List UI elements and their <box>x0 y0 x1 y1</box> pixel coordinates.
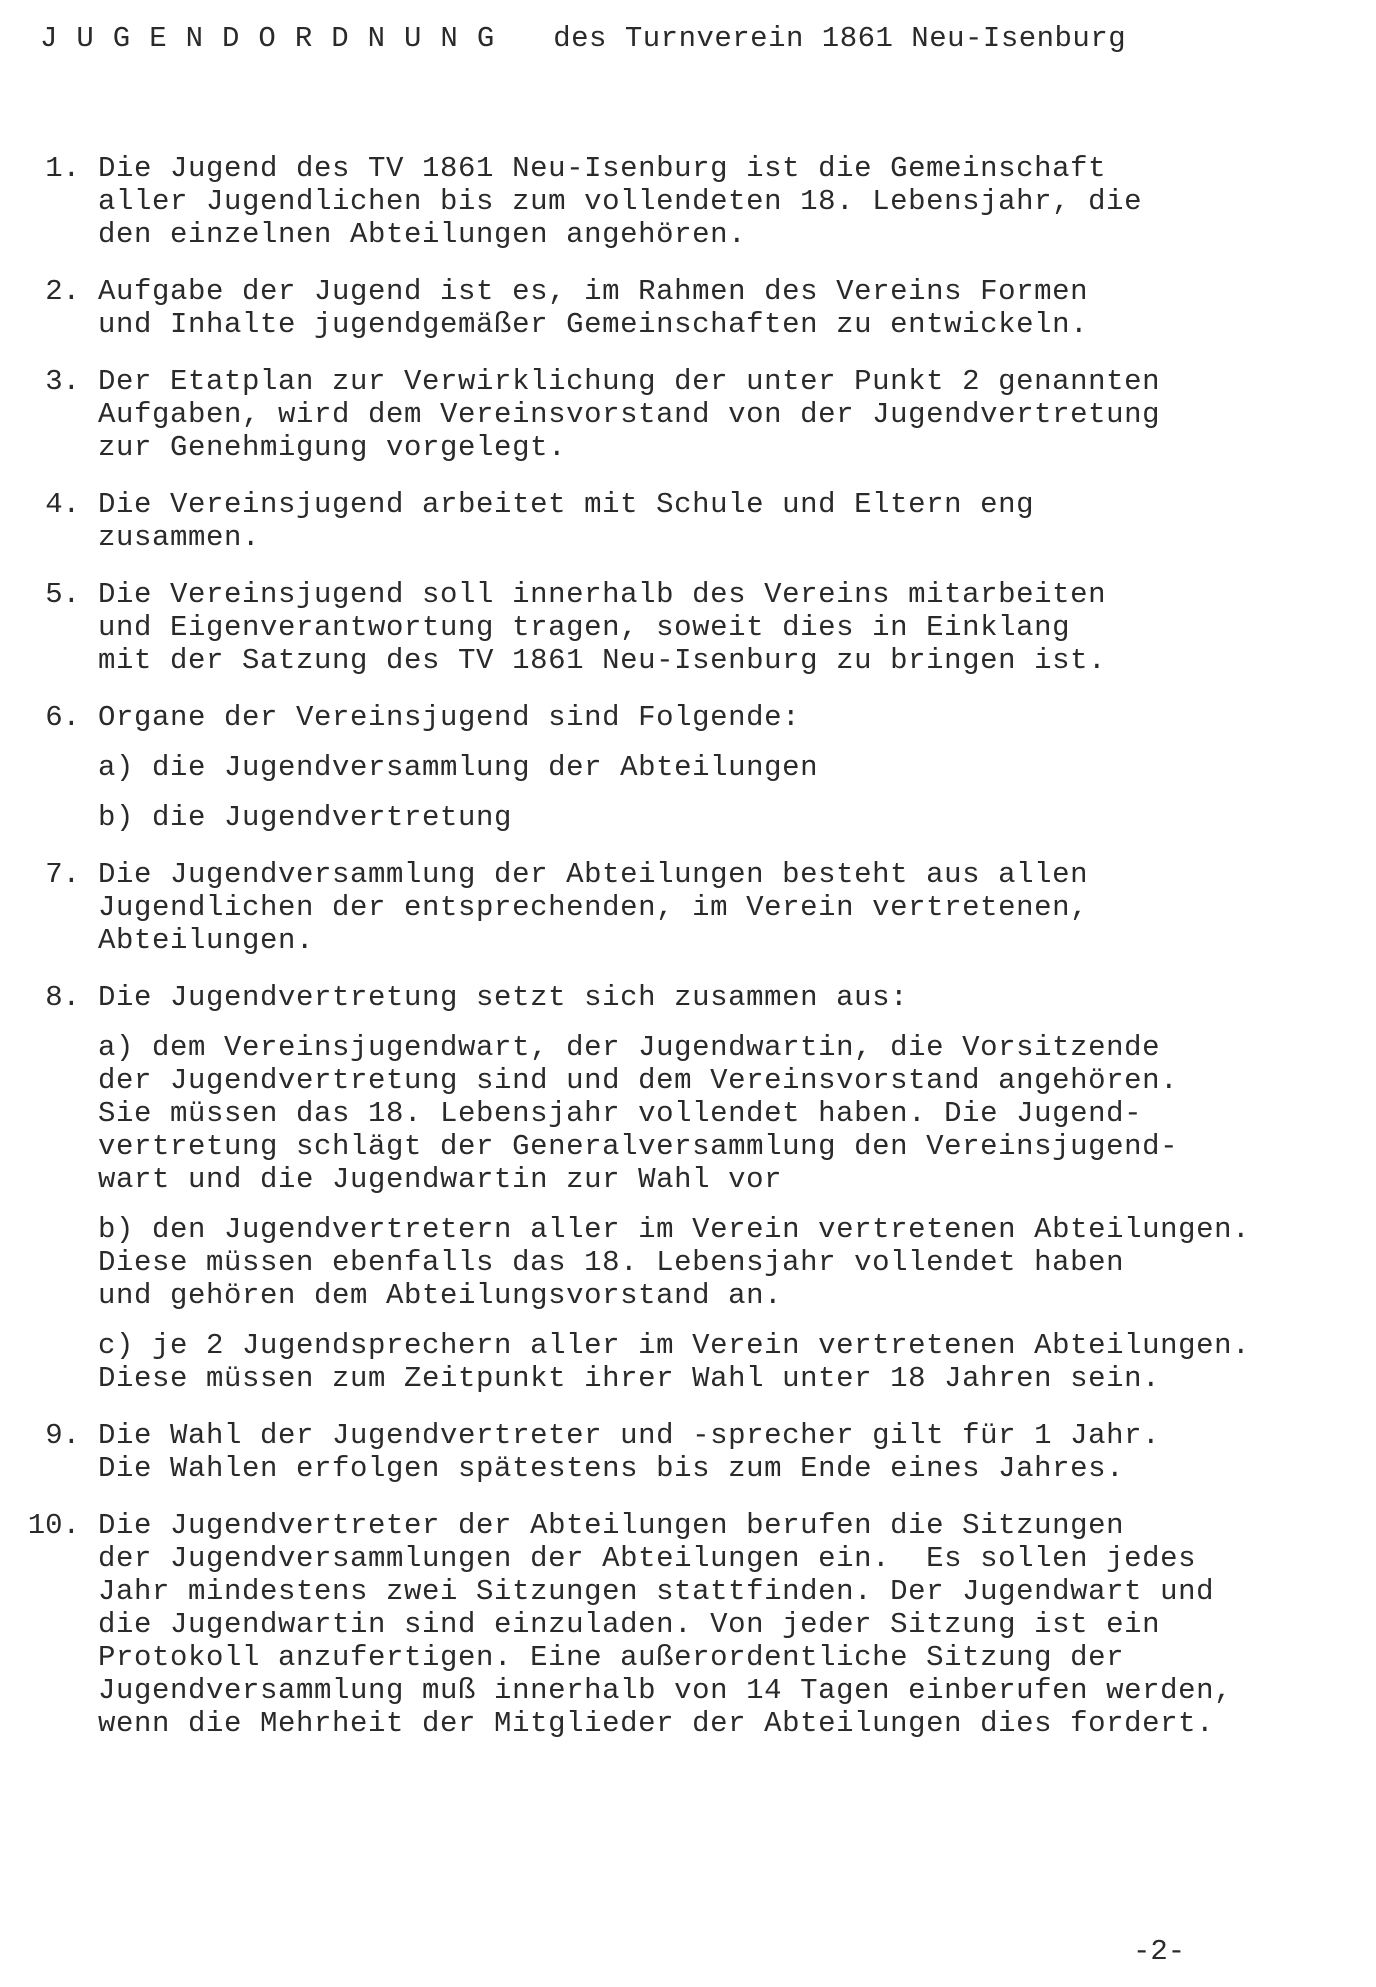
item-text: Der Etatplan zur Verwirklichung der unter Punkt 2 genannten Aufgaben, wird dem Vereinsvorstand von der Jugendvertretung zur Genehmigung vorgelegt. <box>98 365 1161 464</box>
regulation-item-10 <box>0 1509 1376 1740</box>
item-text: Die Jugendvertreter der Abteilungen berufen die Sitzungen der Jugendversammlungen der Abteilungen ein. Es sollen jedes Jahr mindestens zwei Sitzungen stattfinden. Der Jugendwart und die Jugendwartin sind einzuladen. Von jeder Sitzung ist ein Protokoll anzufertigen. Eine außerordentliche Sitzung der Jugendversammlung muß innerhalb von 14 Tagen einberufen werden, wenn die Mehrheit der Mitglieder der Abteilungen dies fordert. <box>98 1509 1233 1740</box>
document-title <box>40 22 1126 56</box>
regulation-item-6 <box>0 701 1376 834</box>
regulation-item-4 <box>0 488 1376 554</box>
item-text: Organe der Vereinsjugend sind Folgende: <box>98 701 801 734</box>
sub-item-b: b) die Jugendvertretung <box>98 801 513 834</box>
sub-item-b: b) den Jugendvertretern aller im Verein vertretenen Abteilungen. Diese müssen ebenfalls das 18. Lebensjahr vollendet haben und gehören dem Abteilungsvorstand an. <box>98 1213 1251 1312</box>
regulation-item-7 <box>0 858 1376 957</box>
regulation-item-2 <box>0 275 1376 341</box>
sub-item-a: a) die Jugendversammlung der Abteilungen <box>98 751 819 784</box>
item-number: 2. <box>45 275 80 308</box>
item-text: Die Jugendvertretung setzt sich zusammen aus: <box>98 981 909 1014</box>
regulation-item-3 <box>0 365 1376 464</box>
item-number: 6. <box>45 701 80 734</box>
page-number: -2- <box>1133 1935 1186 1968</box>
regulation-list <box>0 152 1376 1764</box>
item-number: 8. <box>45 981 80 1014</box>
sub-item-c: c) je 2 Jugendsprechern aller im Verein vertretenen Abteilungen. Diese müssen zum Zeitpunkt ihrer Wahl unter 18 Jahren sein. <box>98 1329 1251 1395</box>
title-subtitle: des Turnverein 1861 Neu-Isenburg <box>553 22 1127 55</box>
item-text: Die Vereinsjugend arbeitet mit Schule und Eltern eng zusammen. <box>98 488 1035 554</box>
item-number: 1. <box>45 152 80 185</box>
item-text: Die Vereinsjugend soll innerhalb des Vereins mitarbeiten und Eigenverantwortung tragen, soweit dies in Einklang mit der Satzung des TV 1861 Neu-Isenburg zu bringen ist. <box>98 578 1107 677</box>
item-number: 5. <box>45 578 80 611</box>
item-number: 9. <box>45 1419 80 1452</box>
item-text: Aufgabe der Jugend ist es, im Rahmen des Vereins Formen und Inhalte jugendgemäßer Gemeinschaften zu entwickeln. <box>98 275 1089 341</box>
regulation-item-5 <box>0 578 1376 677</box>
regulation-item-9 <box>0 1419 1376 1485</box>
item-text: Die Wahl der Jugendvertreter und -sprecher gilt für 1 Jahr. Die Wahlen erfolgen spätestens bis zum Ende eines Jahres. <box>98 1419 1161 1485</box>
item-text: Die Jugendversammlung der Abteilungen besteht aus allen Jugendlichen der entsprechenden, im Verein vertretenen, Abteilungen. <box>98 858 1089 957</box>
regulation-item-1 <box>0 152 1376 251</box>
item-number: 3. <box>45 365 80 398</box>
item-text: Die Jugend des TV 1861 Neu-Isenburg ist die Gemeinschaft aller Jugendlichen bis zum vollendeten 18. Lebensjahr, die den einzelnen Abteilungen angehören. <box>98 152 1143 251</box>
item-number: 10. <box>27 1509 80 1542</box>
title-main: JUGENDORDNUNG <box>40 22 514 55</box>
regulation-item-8 <box>0 981 1376 1395</box>
sub-item-a: a) dem Vereinsjugendwart, der Jugendwartin, die Vorsitzende der Jugendvertretung sind und dem Vereinsvorstand angehören. Sie müssen das 18. Lebensjahr vollendet haben. Die Jugend- vertretung schlägt der Generalversammlung den Vereinsjugend- wart und die Jugendwartin zur Wahl vor <box>98 1031 1179 1196</box>
item-number: 4. <box>45 488 80 521</box>
item-number: 7. <box>45 858 80 891</box>
